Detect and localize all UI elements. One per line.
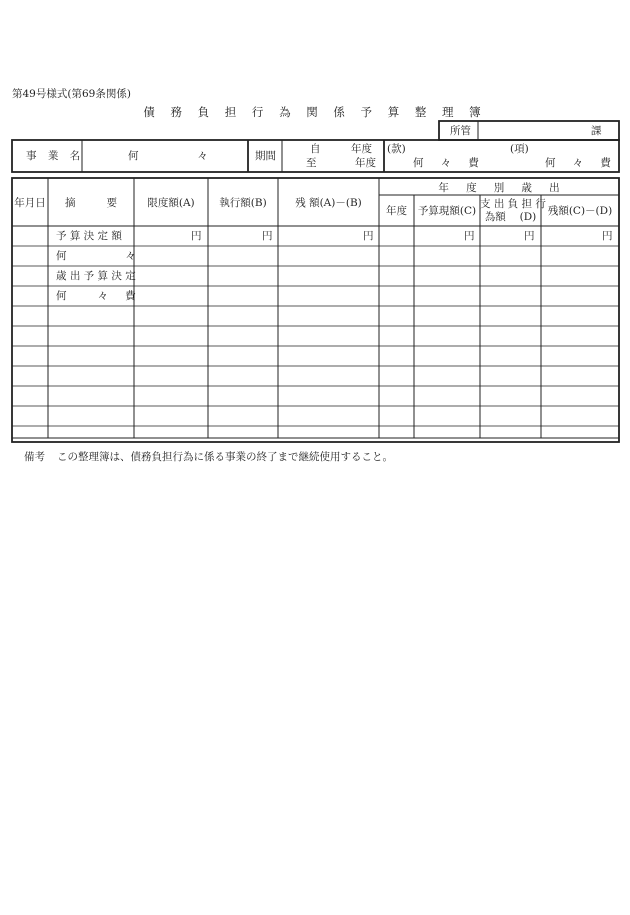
row-summary: 何 々: [56, 250, 136, 262]
yen-executed: 円: [262, 230, 273, 242]
table-row: [12, 406, 619, 426]
col-expend-line2: 為額 (D): [484, 211, 537, 223]
table-row: [12, 346, 619, 366]
ko-value: 何 々 費: [545, 157, 611, 169]
document-title: 債 務 負 担 行 為 関 係 予 算 整 理 簿: [143, 105, 487, 119]
period-to-unit: 年度: [355, 157, 376, 169]
row-summary: 歳 出 予 算 決 定: [56, 270, 136, 282]
form-number: 第49号様式(第69条関係): [12, 88, 131, 100]
col-budget: 予算現額(C): [417, 205, 477, 217]
remarks: [24, 449, 393, 464]
project-value: 何 々: [128, 150, 208, 162]
remarks-label: 備考: [24, 451, 45, 463]
col-executed: 執行額(B): [219, 197, 267, 209]
period-from: 自: [310, 143, 321, 155]
project-label: 事 業 名: [26, 150, 85, 162]
ko-label: (項): [510, 143, 529, 155]
table-row: [12, 306, 619, 326]
col-date: 年月日: [14, 197, 46, 209]
table-row: [12, 226, 619, 246]
table-row: [12, 266, 619, 286]
remarks-text: この整理簿は、債務負担行為に係る事業の終了まで継続使用すること。: [57, 451, 393, 463]
yen-remain: 円: [602, 230, 613, 242]
yen-budget: 円: [464, 230, 475, 242]
col-summary: 摘 要: [64, 197, 117, 209]
yen-limit: 円: [191, 230, 202, 242]
col-expend-line1: 支 出 負 担 行: [480, 198, 546, 210]
row-summary: 何 々 費: [56, 290, 136, 302]
office-label: 所管: [450, 125, 471, 137]
col-annual-expenditure: 年 度 別 歳 出: [438, 182, 560, 194]
col-balance: 残 額(A)－(B): [295, 197, 362, 209]
table-row: [12, 366, 619, 386]
yen-balance: 円: [363, 230, 374, 242]
table-row: [12, 386, 619, 406]
period-from-unit: 年度: [351, 143, 372, 155]
kan-value: 何 々 費: [413, 157, 479, 169]
table-row: [12, 326, 619, 346]
col-limit: 限度額(A): [147, 197, 195, 209]
table-row: [12, 286, 619, 306]
yen-expend: 円: [524, 230, 535, 242]
table-row: [12, 246, 619, 266]
kan-label: (款): [387, 143, 406, 155]
period-label: 期間: [255, 150, 276, 162]
col-remain: 残額(C)－(D): [547, 205, 613, 217]
row-summary: 予 算 決 定 額: [56, 230, 122, 242]
office-suffix: 課: [591, 125, 602, 137]
table-row: [12, 426, 619, 438]
col-year: 年度: [386, 205, 407, 217]
period-to: 至: [306, 157, 317, 169]
